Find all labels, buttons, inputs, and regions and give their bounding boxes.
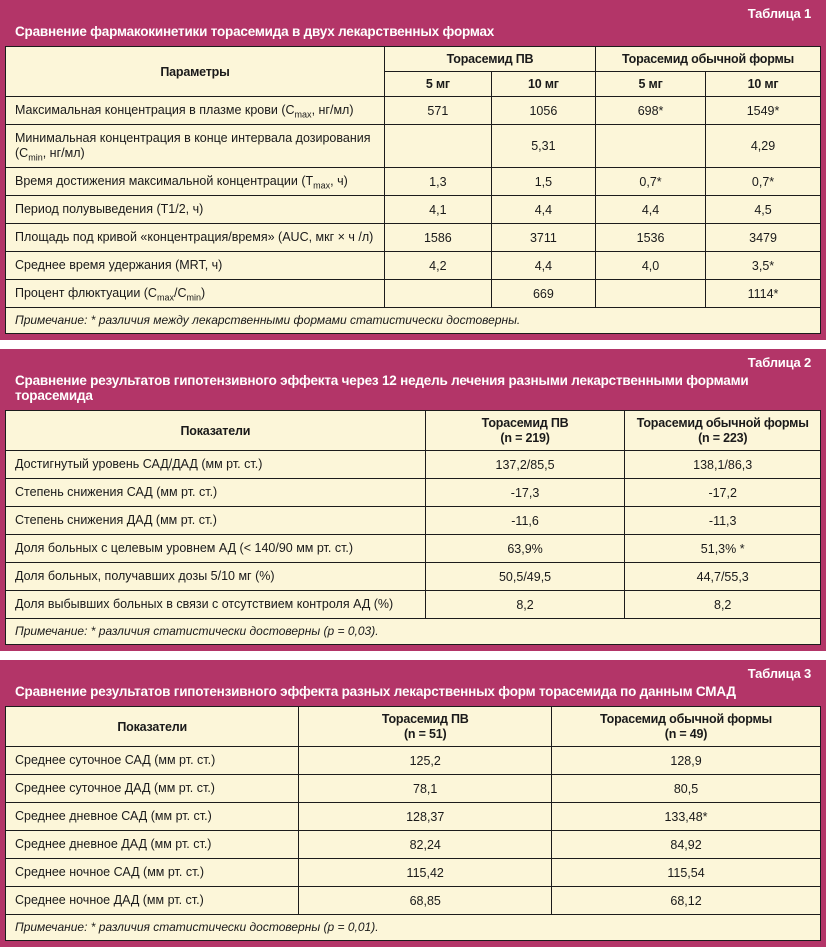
- table3-col-pv: [299, 707, 552, 747]
- cell-value: 5,31: [491, 125, 595, 168]
- table-row: [6, 775, 821, 803]
- row-label: Среднее суточное САД (мм рт. ст.): [6, 747, 299, 775]
- table2-note: Примечание: * различия статистически достоверны (p = 0,03).: [6, 619, 821, 645]
- table-row: [6, 859, 821, 887]
- cell-value: -17,3: [425, 479, 625, 507]
- row-label: Доля больных, получавших дозы 5/10 мг (%): [6, 563, 426, 591]
- table2-header-row: [6, 411, 821, 451]
- table-row: [6, 479, 821, 507]
- table2-note-row: [6, 619, 821, 645]
- table3-title-band: [5, 660, 821, 706]
- table-row: [6, 196, 821, 224]
- row-label: Доля больных с целевым уровнем АД (< 140/90 мм рт. ст.): [6, 535, 426, 563]
- row-label: Период полувыведения (Т1/2, ч): [6, 196, 385, 224]
- cell-value: 63,9%: [425, 535, 625, 563]
- cell-value: 138,1/86,3: [625, 451, 821, 479]
- cell-value: -11,6: [425, 507, 625, 535]
- row-label: Среднее ночное САД (мм рт. ст.): [6, 859, 299, 887]
- cell-value: 82,24: [299, 831, 552, 859]
- table1-block: [0, 0, 826, 340]
- table2-tag: Таблица 2: [747, 355, 811, 370]
- row-label: Среднее время удержания (MRT, ч): [6, 252, 385, 280]
- table1-note: Примечание: * различия между лекарственными формами статистически достоверны.: [6, 308, 821, 334]
- cell-value: 4,2: [384, 252, 491, 280]
- table1-subcol-reg-10mg: 10 мг: [706, 72, 821, 97]
- table-row: [6, 507, 821, 535]
- table3-col-pv-n: (n = 51): [403, 727, 447, 741]
- table2-title-band: [5, 349, 821, 410]
- table2: [5, 410, 821, 645]
- table3-col-regular-n: (n = 49): [664, 727, 708, 741]
- table-row: [6, 831, 821, 859]
- cell-value: 571: [384, 97, 491, 125]
- table2-col-regular-name: Торасемид обычной формы: [636, 416, 809, 430]
- cell-value: 8,2: [625, 591, 821, 619]
- table-row: [6, 451, 821, 479]
- cell-value: [596, 125, 706, 168]
- table3: [5, 706, 821, 941]
- table2-col-pv-n: (n = 219): [500, 431, 550, 445]
- table2-block: [0, 349, 826, 651]
- table-row: [6, 803, 821, 831]
- cell-value: 4,4: [491, 196, 595, 224]
- cell-value: 128,37: [299, 803, 552, 831]
- table1-tag: Таблица 1: [747, 6, 811, 21]
- cell-value: -11,3: [625, 507, 821, 535]
- cell-value: [384, 125, 491, 168]
- cell-value: 8,2: [425, 591, 625, 619]
- row-label: Площадь под кривой «концентрация/время» (AUC, мкг × ч /л): [6, 224, 385, 252]
- row-label: Среднее дневное САД (мм рт. ст.): [6, 803, 299, 831]
- table1-group-regular: Торасемид обычной формы: [596, 47, 821, 72]
- cell-value: 3479: [706, 224, 821, 252]
- cell-value: 115,42: [299, 859, 552, 887]
- cell-value: 4,4: [596, 196, 706, 224]
- table3-col-regular: [552, 707, 821, 747]
- table3-col-regular-name: Торасемид обычной формы: [600, 712, 772, 726]
- cell-value: 78,1: [299, 775, 552, 803]
- cell-value: 50,5/49,5: [425, 563, 625, 591]
- cell-value: 698*: [596, 97, 706, 125]
- cell-value: 4,29: [706, 125, 821, 168]
- table-row: [6, 591, 821, 619]
- cell-value: 1,5: [491, 168, 595, 196]
- cell-value: 1056: [491, 97, 595, 125]
- cell-value: 137,2/85,5: [425, 451, 625, 479]
- table-row: [6, 887, 821, 915]
- row-label: Степень снижения САД (мм рт. ст.): [6, 479, 426, 507]
- row-label: Среднее ночное ДАД (мм рт. ст.): [6, 887, 299, 915]
- cell-value: [384, 280, 491, 308]
- cell-value: 4,1: [384, 196, 491, 224]
- table1-note-row: [6, 308, 821, 334]
- row-label: Степень снижения ДАД (мм рт. ст.): [6, 507, 426, 535]
- row-label: Среднее суточное ДАД (мм рт. ст.): [6, 775, 299, 803]
- cell-value: 68,85: [299, 887, 552, 915]
- cell-value: 4,4: [491, 252, 595, 280]
- table3-header-row: [6, 707, 821, 747]
- row-label: Минимальная концентрация в конце интервала дозирования ($C_{min}$, нг/мл): [6, 125, 385, 168]
- row-label: Доля выбывших больных в связи с отсутствием контроля АД (%): [6, 591, 426, 619]
- table-row: [6, 535, 821, 563]
- cell-value: 0,7*: [706, 168, 821, 196]
- table-row: [6, 97, 821, 125]
- cell-value: [596, 280, 706, 308]
- table3-col-indicators: Показатели: [6, 707, 299, 747]
- cell-value: 133,48*: [552, 803, 821, 831]
- table2-title: Сравнение результатов гипотензивного эффекта через 12 недель лечения разными лекарственными формами торасемида: [15, 373, 749, 403]
- row-label: Достигнутый уровень САД/ДАД (мм рт. ст.): [6, 451, 426, 479]
- table-row: [6, 168, 821, 196]
- cell-value: 3711: [491, 224, 595, 252]
- cell-value: 1549*: [706, 97, 821, 125]
- table2-col-indicators: Показатели: [6, 411, 426, 451]
- table-row: [6, 280, 821, 308]
- table1-title: Сравнение фармакокинетики торасемида в двух лекарственных формах: [15, 24, 495, 39]
- table2-col-regular-n: (n = 223): [698, 431, 748, 445]
- row-label: Время достижения максимальной концентрации ($T_{max}$, ч): [6, 168, 385, 196]
- table-row: [6, 252, 821, 280]
- table-row: [6, 563, 821, 591]
- cell-value: 68,12: [552, 887, 821, 915]
- table1-subcol-reg-5mg: 5 мг: [596, 72, 706, 97]
- row-label: Максимальная концентрация в плазме крови ($C_{max}$, нг/мл): [6, 97, 385, 125]
- table3-col-pv-name: Торасемид ПВ: [381, 712, 469, 726]
- cell-value: 3,5*: [706, 252, 821, 280]
- table2-col-pv: [425, 411, 625, 451]
- cell-value: -17,2: [625, 479, 821, 507]
- cell-value: 1,3: [384, 168, 491, 196]
- cell-value: 669: [491, 280, 595, 308]
- cell-value: 4,0: [596, 252, 706, 280]
- table1-subcol-pv-10mg: 10 мг: [491, 72, 595, 97]
- table-row: [6, 125, 821, 168]
- table3-tag: Таблица 3: [747, 666, 811, 681]
- cell-value: 1586: [384, 224, 491, 252]
- table-row: [6, 224, 821, 252]
- table2-col-regular: [625, 411, 821, 451]
- table1-title-band: [5, 0, 821, 46]
- table2-col-pv-name: Торасемид ПВ: [481, 416, 569, 430]
- cell-value: 128,9: [552, 747, 821, 775]
- table1-group-header-row: [6, 47, 821, 72]
- table1-subcol-pv-5mg: 5 мг: [384, 72, 491, 97]
- table1-col-parameters: Параметры: [6, 47, 385, 97]
- table3-note: Примечание: * различия статистически достоверны (p = 0,01).: [6, 915, 821, 941]
- row-label: Процент флюктуации $(C_{max}/C_{min})$: [6, 280, 385, 308]
- table1: [5, 46, 821, 334]
- table-row: [6, 747, 821, 775]
- cell-value: 51,3% *: [625, 535, 821, 563]
- cell-value: 4,5: [706, 196, 821, 224]
- row-label: Среднее дневное ДАД (мм рт. ст.): [6, 831, 299, 859]
- cell-value: 1114*: [706, 280, 821, 308]
- cell-value: 115,54: [552, 859, 821, 887]
- cell-value: 0,7*: [596, 168, 706, 196]
- table3-block: [0, 660, 826, 947]
- table3-title: Сравнение результатов гипотензивного эффекта разных лекарственных форм торасемида по данным СМАД: [15, 684, 736, 699]
- cell-value: 84,92: [552, 831, 821, 859]
- cell-value: 80,5: [552, 775, 821, 803]
- cell-value: 125,2: [299, 747, 552, 775]
- table3-note-row: [6, 915, 821, 941]
- cell-value: 44,7/55,3: [625, 563, 821, 591]
- cell-value: 1536: [596, 224, 706, 252]
- table1-group-pv: Торасемид ПВ: [384, 47, 595, 72]
